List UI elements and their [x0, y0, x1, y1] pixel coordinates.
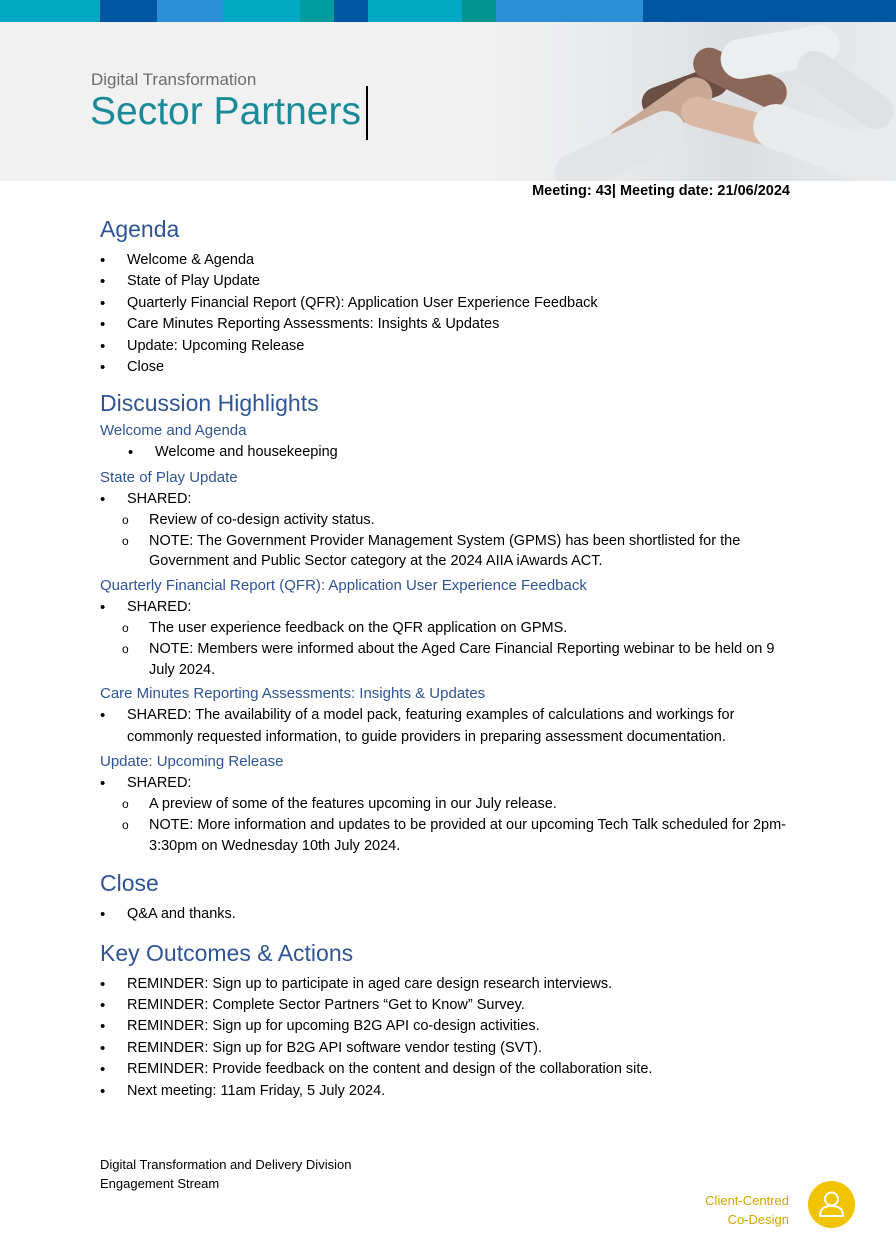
care-minutes-list — [100, 705, 800, 748]
sub-list-item: o NOTE: Members were informed about the Aged Care Financial Reporting webinar to be held on 9 July 2024. — [122, 639, 800, 680]
sub-list — [122, 510, 800, 572]
sub-list-item: o NOTE: More information and updates to be provided at our upcoming Tech Talk scheduled for 2pm-3:30pm on Wednesday 10th July 2024. — [122, 815, 800, 856]
color-bar-segment — [157, 0, 223, 22]
list-item: • Quarterly Financial Report (QFR): Application User Experience Feedback — [100, 293, 800, 314]
text-cursor — [366, 86, 368, 140]
list-item: • Welcome and housekeeping — [128, 442, 800, 463]
sub-list-item: o The user experience feedback on the QFR application on GPMS. — [122, 618, 800, 639]
list-item: • Next meeting: 11am Friday, 5 July 2024. — [100, 1081, 800, 1102]
list-item — [100, 597, 800, 680]
footer-tagline — [705, 1191, 789, 1229]
state-of-play-subheading: State of Play Update — [100, 468, 238, 486]
list-item: • REMINDER: Provide feedback on the content and design of the collaboration site. — [100, 1059, 800, 1080]
close-list — [100, 904, 800, 925]
banner-title: Sector Partners — [90, 90, 361, 133]
color-bar-segment — [300, 0, 334, 22]
sub-list — [122, 794, 800, 856]
list-item: • Update: Upcoming Release — [100, 336, 800, 357]
qfr-subheading: Quarterly Financial Report (QFR): Application User Experience Feedback — [100, 577, 587, 595]
banner-subtitle: Digital Transformation — [91, 70, 257, 89]
list-item: • SHARED: The availability of a model pack, featuring examples of calculations and workings for commonly requested information, to guide providers in preparing assessment documentation. — [100, 705, 800, 748]
release-list — [100, 773, 800, 856]
person-icon — [808, 1181, 855, 1228]
sub-list-item: o Review of co-design activity status. — [122, 510, 800, 531]
document-body — [100, 212, 800, 1102]
outcomes-heading: Key Outcomes & Actions — [100, 939, 354, 966]
care-minutes-subheading: Care Minutes Reporting Assessments: Insights & Updates — [100, 685, 486, 703]
footer-division — [100, 1155, 351, 1193]
state-of-play-list — [100, 489, 800, 572]
color-bar-segment — [100, 0, 157, 22]
color-bar-segment — [0, 0, 100, 22]
color-bar-segment — [496, 0, 643, 22]
teamwork-hands-photo — [490, 22, 896, 181]
list-item: • Close — [100, 357, 800, 378]
list-item: • Q&A and thanks. — [100, 904, 800, 925]
tagline-line-1: Client-Centred — [705, 1193, 789, 1208]
meeting-info: Meeting: 43| Meeting date: 21/06/2024 — [532, 183, 790, 199]
agenda-list — [100, 250, 800, 378]
list-item: • Care Minutes Reporting Assessments: Insights & Updates — [100, 314, 800, 335]
outcomes-list — [100, 974, 800, 1102]
list-item: • REMINDER: Sign up to participate in aged care design research interviews. — [100, 974, 800, 995]
top-color-bar — [0, 0, 896, 22]
stream-name: Engagement Stream — [100, 1176, 220, 1191]
agenda-heading: Agenda — [100, 216, 180, 242]
discussion-heading: Discussion Highlights — [100, 390, 319, 417]
color-bar-segment — [462, 0, 496, 22]
close-heading: Close — [100, 870, 159, 897]
tagline-line-2: Co-Design — [727, 1212, 789, 1227]
sub-list-item: o A preview of some of the features upcoming in our July release. — [122, 794, 800, 815]
sub-list-item: o NOTE: The Government Provider Management System (GPMS) has been shortlisted for the Government and Public Sector category at the 2024 AIIA iAwards ACT. — [122, 531, 800, 572]
color-bar-segment — [223, 0, 300, 22]
list-item: • REMINDER: Complete Sector Partners “Get to Know” Survey. — [100, 995, 800, 1016]
welcome-subheading: Welcome and Agenda — [100, 422, 247, 440]
division-name: Digital Transformation and Delivery Division — [100, 1157, 352, 1172]
qfr-list — [100, 597, 800, 680]
shared-label: SHARED: — [127, 599, 192, 616]
color-bar-segment — [368, 0, 462, 22]
photo-shape — [548, 104, 692, 181]
release-subheading: Update: Upcoming Release — [100, 753, 284, 771]
shared-label: SHARED: — [127, 490, 192, 507]
list-item: • REMINDER: Sign up for upcoming B2G API co-design activities. — [100, 1016, 800, 1037]
list-item: • State of Play Update — [100, 271, 800, 292]
list-item — [100, 773, 800, 856]
color-bar-segment — [643, 0, 896, 22]
sub-list — [122, 618, 800, 680]
list-item — [100, 489, 800, 572]
list-item: • REMINDER: Sign up for B2G API software vendor testing (SVT). — [100, 1038, 800, 1059]
shared-label: SHARED: — [127, 775, 192, 792]
client-centred-badge — [808, 1181, 855, 1228]
welcome-list — [128, 442, 800, 463]
list-item: • Welcome & Agenda — [100, 250, 800, 271]
color-bar-segment — [334, 0, 368, 22]
header-banner — [0, 22, 896, 181]
